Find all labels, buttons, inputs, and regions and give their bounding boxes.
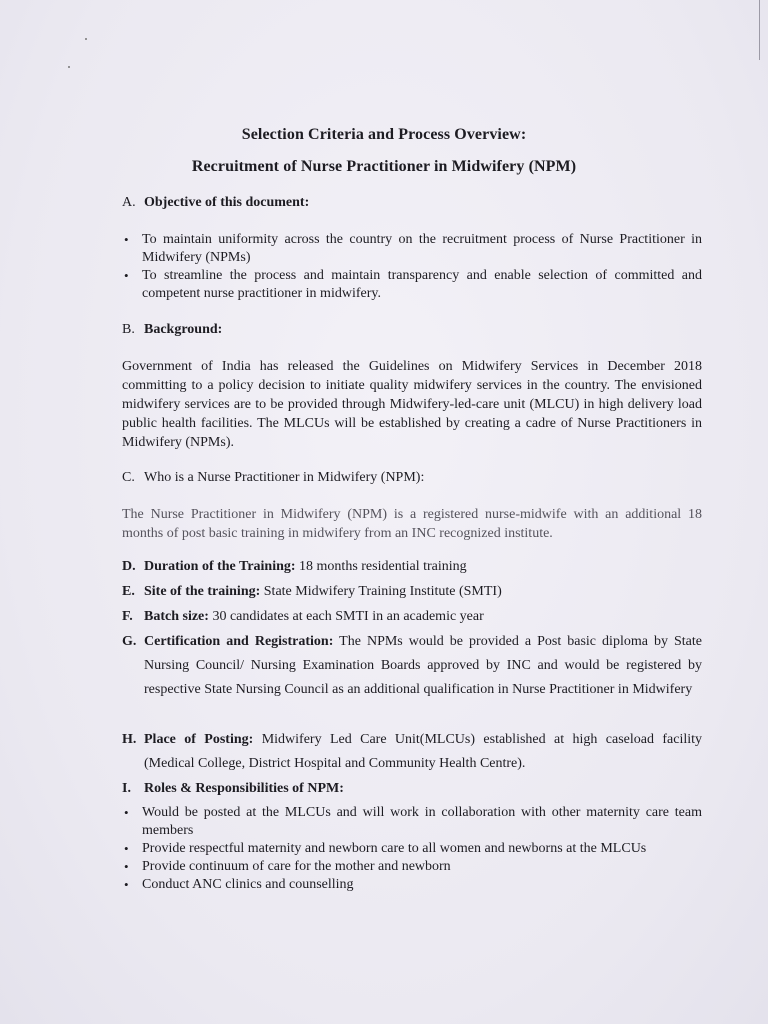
objective-list <box>122 231 702 303</box>
section-a-heading <box>122 195 309 211</box>
item-site: E. Site of the training: State Midwifery Training Institute (SMTI) <box>122 584 502 599</box>
item-batch-size: F. Batch size: 30 candidates at each SMTI in an academic year <box>122 609 484 624</box>
list-item: • To maintain uniformity across the country on the recruitment process of Nurse Practitioner in Midwifery (NPMs) <box>124 232 702 265</box>
list-item: • Conduct ANC clinics and counselling <box>124 877 354 892</box>
bullet-icon: • <box>124 841 129 856</box>
scan-speck <box>85 38 87 40</box>
section-heading-text: Who is a Nurse Practitioner in Midwifery (NPM): <box>144 470 425 485</box>
item-certification: G. Certification and Registration: The NPMs would be provided a Post basic diploma by State Nursing Council/ Nursing Examination Boards approved by INC and would be registered by respective State Nursing Council as an additional qualification in Nurse Practitioner in Midwifery <box>122 634 702 697</box>
item-posting: H. Place of Posting: Midwifery Led Care Unit(MLCUs) established at high caseload facility (Medical College, District Hospital and Community Health Centre). <box>122 732 702 771</box>
list-item: • To streamline the process and maintain transparency and enable selection of committed and competent nurse practitioner in midwifery. <box>124 268 702 301</box>
page-edge <box>759 0 760 60</box>
section-letter: A. <box>122 195 136 210</box>
section-heading-text: Background: <box>144 322 223 337</box>
bullet-icon: • <box>124 268 129 283</box>
list-item: • Provide respectful maternity and newborn care to all women and newborns at the MLCUs <box>124 841 647 856</box>
bullet-icon: • <box>124 877 129 892</box>
item-duration: D. Duration of the Training: 18 months residential training <box>122 559 467 574</box>
list-item: • Provide continuum of care for the mother and newborn <box>124 859 451 874</box>
list-item: • Would be posted at the MLCUs and will work in collaboration with other maternity care team members <box>124 805 702 838</box>
item-roles: I. Roles & Responsibilities of NPM: <box>122 781 344 796</box>
document-title: Selection Criteria and Process Overview: <box>241 126 527 143</box>
bullet-icon: • <box>124 232 129 247</box>
section-letter: B. <box>122 322 135 337</box>
section-b-heading <box>122 322 222 338</box>
bullet-icon: • <box>124 859 129 874</box>
section-c-heading <box>122 470 424 486</box>
section-heading-text: Objective of this document: <box>144 195 310 210</box>
scan-speck <box>68 66 70 68</box>
section-letter: C. <box>122 470 135 485</box>
background-paragraph: Government of India has released the Guidelines on Midwifery Services in December 2018 committing to a policy decision to initiate quality midwifery services in the country. The envisioned midwifery services are to be provided through Midwifery-led-care unit (MLCU) in high delivery load public health facilities. The MLCUs will be established by creating a cadre of Nurse Practitioners in Midwifery (NPMs). <box>122 359 702 450</box>
bullet-icon: • <box>124 805 129 820</box>
npm-definition-paragraph: The Nurse Practitioner in Midwifery (NPM) is a registered nurse-midwife with an additional 18 months of post basic training in midwifery from an INC recognized institute. <box>122 507 702 541</box>
roles-list <box>122 804 702 894</box>
document-subtitle: Recruitment of Nurse Practitioner in Midwifery (NPM) <box>191 158 577 175</box>
